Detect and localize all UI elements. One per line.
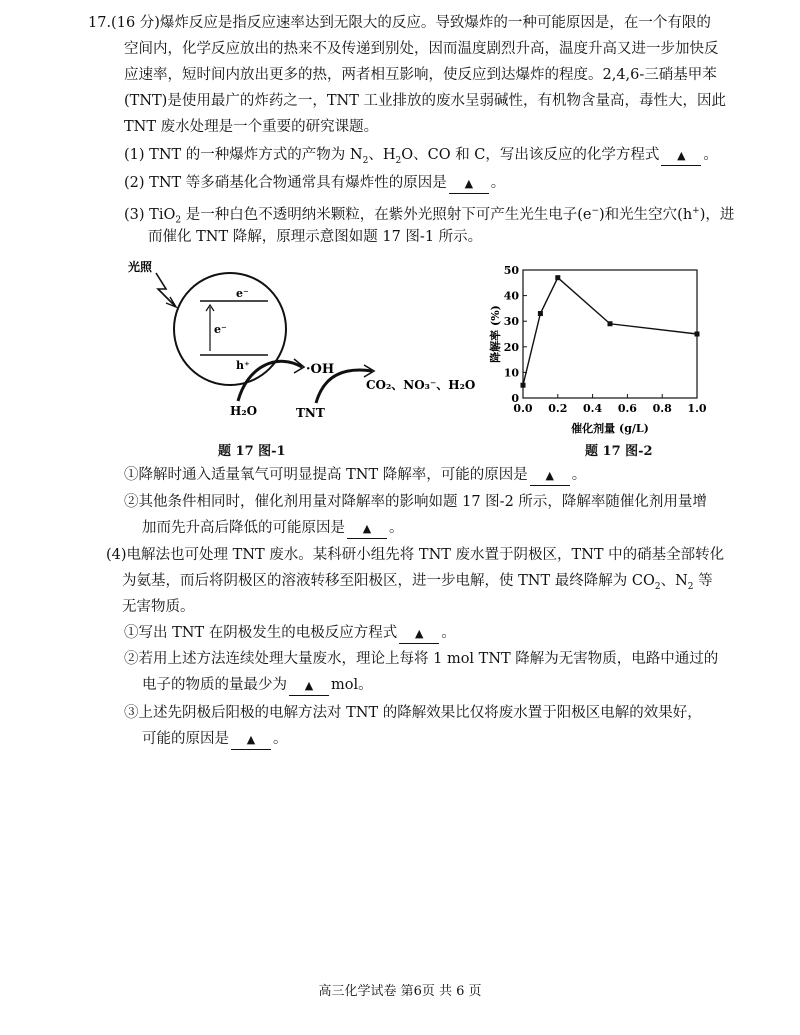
x-axis-label: 催化剂量 (g/L) <box>571 422 649 435</box>
q3-sub2-line-1: ②其他条件相同时，催化剂用量对降解率的影响如题 17 图-2 所示，降解率随催化剂用量增 <box>124 494 707 510</box>
x-tick-label: 0.4 <box>583 402 603 415</box>
answer-blank[interactable]: ▲ <box>530 466 570 486</box>
x-tick-label: 0.8 <box>652 402 672 415</box>
y-axis-label: 降解率 (%) <box>489 305 502 363</box>
y-tick-label: 0 <box>511 392 519 405</box>
data-point <box>608 321 613 326</box>
q3-sub1: ①降解时通入适量氧气可明显提高 TNT 降解率，可能的原因是 ▲ 。 <box>124 466 586 486</box>
x-tick-label: 0.2 <box>548 402 568 415</box>
tio2-particle <box>174 273 286 385</box>
q3-line-1: (3) TiO$_2$ 是一种白色不透明纳米颗粒，在紫外光照射下可产生光生电子(e−)和光生空穴(h+)，进 <box>124 206 735 226</box>
figure1-caption: 题 17 图-1 <box>218 444 286 459</box>
data-point <box>695 332 700 337</box>
hole-label: h⁺ <box>236 359 250 372</box>
data-point <box>538 311 543 316</box>
products-label: CO₂、NO₃⁻、H₂O <box>366 378 476 392</box>
electron-label-top: e⁻ <box>236 287 249 300</box>
intro-line-1: 空间内，化学反应放出的热来不及传递到别处，因而温度剧烈升高，温度升高又进一步加快反 <box>124 41 719 57</box>
q4-sub3-line-2: 可能的原因是 ▲ 。 <box>142 730 288 750</box>
series-line <box>523 278 697 386</box>
question-header: 17.(16 分)爆炸反应是指反应速率达到无限大的反应。导致爆炸的一种可能原因是，在一个有限的 <box>88 15 711 31</box>
q4-sub1: ①写出 TNT 在阴极发生的电极反应方程式 ▲ 。 <box>124 624 456 644</box>
h2o-label: H₂O <box>230 404 258 418</box>
answer-blank[interactable]: ▲ <box>661 146 701 166</box>
answer-blank[interactable]: ▲ <box>449 174 489 194</box>
mechanism-diagram <box>118 255 488 435</box>
y-tick-label: 20 <box>503 340 519 354</box>
answer-blank[interactable]: ▲ <box>399 624 439 644</box>
x-tick-label: 1.0 <box>687 402 707 415</box>
q4-sub2-line-2: 电子的物质的量最少为 ▲ mol。 <box>142 676 373 696</box>
data-point <box>521 383 526 388</box>
q4-line-3: 无害物质。 <box>122 599 195 615</box>
degradation-chart <box>485 258 715 438</box>
tnt-label: TNT <box>296 406 325 420</box>
answer-blank[interactable]: ▲ <box>231 730 271 750</box>
q2-line: (2) TNT 等多硝基化合物通常具有爆炸性的原因是 ▲ 。 <box>124 174 505 194</box>
data-point <box>555 275 560 280</box>
y-tick-label: 30 <box>503 315 519 329</box>
q3-line-2: 而催化 TNT 降解，原理示意图如题 17 图-1 所示。 <box>148 229 483 245</box>
intro-line-3: (TNT)是使用最广的炸药之一，TNT 工业排放的废水呈弱碱性，有机物含量高，毒性大，因此 <box>124 93 726 109</box>
answer-blank[interactable]: ▲ <box>289 676 329 696</box>
q4-line-1: (4)电解法也可处理 TNT 废水。某科研小组先将 TNT 废水置于阴极区，TNT 中的硝基全部转化 <box>106 547 725 563</box>
plot-frame <box>523 270 697 398</box>
x-tick-label: 0.6 <box>617 402 637 415</box>
y-tick-label: 50 <box>503 264 519 277</box>
q4-line-2: 为氨基，而后将阴极区的溶液转移至阳极区，进一步电解，使 TNT 最终降解为 $CO_2$、$N_2$ 等 <box>122 573 713 592</box>
electron-label-mid: e⁻ <box>214 323 227 336</box>
y-tick-label: 10 <box>503 366 519 380</box>
x-tick-label: 0.0 <box>513 402 533 415</box>
oh-radical-label: ·OH <box>306 362 335 377</box>
answer-blank[interactable]: ▲ <box>347 519 387 539</box>
q4-sub3-line-1: ③上述先阴极后阳极的电解方法对 TNT 的降解效果比仅将废水置于阳极区电解的效果好， <box>124 705 702 721</box>
intro-line-2: 应速率，短时间内放出更多的热，两者相互影响，使反应到达爆炸的程度。2,4,6-三硝基甲苯 <box>124 67 717 83</box>
y-tick-label: 40 <box>503 289 519 303</box>
page-footer: 高三化学试卷 第6页 共 6 页 <box>318 984 482 999</box>
figure2-caption: 题 17 图-2 <box>585 444 653 459</box>
q1-line: (1) TNT 的一种爆炸方式的产物为 $N_2$、$H_2O$、CO 和 C，写出该反应的化学方程式 ▲ 。 <box>124 147 718 166</box>
intro-line-4: TNT 废水处理是一个重要的研究课题。 <box>124 119 379 135</box>
q3-sub2-line-2: 加而先升高后降低的可能原因是 ▲ 。 <box>142 519 404 539</box>
light-label: 光照 <box>128 260 153 274</box>
q4-sub2-line-1: ②若用上述方法连续处理大量废水，理论上每将 1 mol TNT 降解为无害物质，电路中通过的 <box>124 651 719 667</box>
